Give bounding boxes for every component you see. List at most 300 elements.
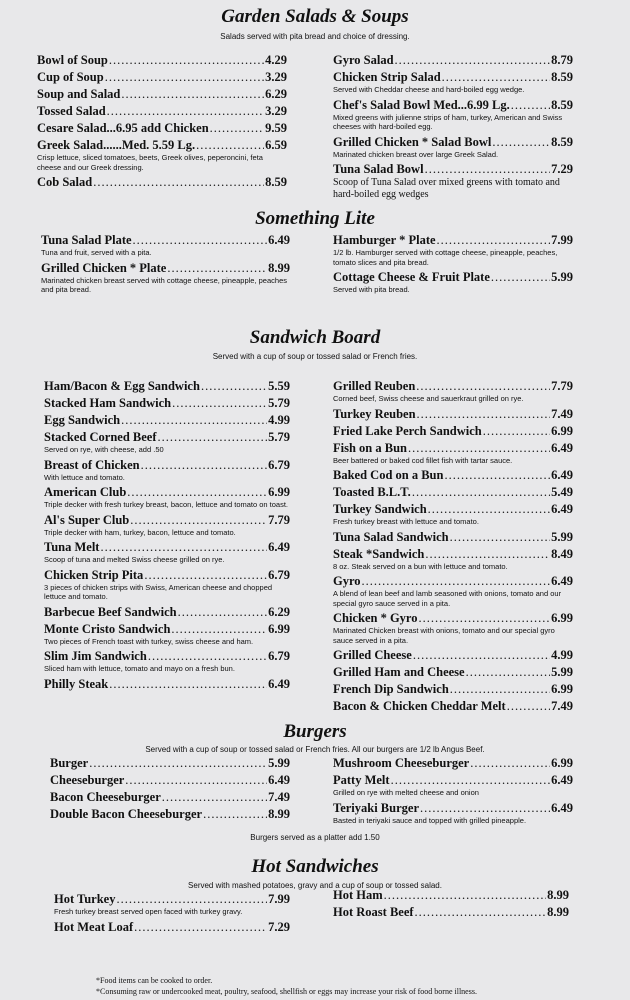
menu-item-description: Scoop of tuna and melted Swiss cheese grilled on rye.	[44, 555, 225, 564]
menu-item	[44, 512, 290, 538]
menu-item	[333, 161, 573, 201]
menu-item-description: Sliced ham with lettuce, tomato and mayo on a fresh bun.	[44, 664, 235, 673]
menu-item-price: 8.49	[551, 546, 573, 561]
menu-item-price: 6.49	[551, 574, 573, 588]
menu-item-row	[54, 919, 290, 936]
menu-item	[333, 647, 573, 664]
menu-item-description: A blend of lean beef and lamb seasoned with onions, tomato and our special gyro sauce served in a pita.	[333, 589, 562, 608]
menu-item-name: Bacon Cheeseburger	[50, 790, 161, 804]
menu-item-price: 6.29	[268, 604, 290, 619]
dot-leader	[419, 610, 551, 627]
dot-leader	[507, 698, 550, 715]
menu-item	[333, 484, 573, 501]
menu-item	[50, 789, 290, 806]
burgers-right-column	[333, 755, 573, 827]
menu-item-row	[333, 698, 573, 715]
dot-leader	[210, 120, 264, 137]
menu-item-row	[37, 52, 287, 69]
lite-right-column	[333, 232, 573, 297]
menu-item-price: 5.49	[551, 485, 573, 499]
dot-leader	[109, 52, 264, 69]
menu-item	[44, 676, 290, 693]
menu-item	[37, 86, 287, 103]
menu-item-row	[44, 539, 290, 556]
menu-item-name: Patty Melt	[333, 773, 390, 787]
dot-leader	[171, 621, 267, 638]
menu-item	[44, 621, 290, 647]
menu-item-price: 6.79	[268, 567, 290, 582]
menu-item-price: 4.99	[551, 648, 573, 662]
menu-item-price: 8.99	[547, 905, 569, 919]
dot-leader	[483, 423, 550, 440]
menu-item-name: Tuna Salad Plate	[41, 233, 132, 247]
menu-item-description: Two pieces of French toast with turkey, swiss cheese and ham.	[44, 636, 254, 646]
garden-right-column	[333, 52, 573, 203]
menu-item-row	[333, 546, 573, 563]
menu-item-row	[44, 567, 290, 584]
menu-item-name: Al's Super Club	[44, 512, 130, 527]
menu-item-description: Marinated chicken breast served with cottage cheese, pineapple, peaches and pita bread.	[41, 275, 287, 294]
menu-item-name: Toasted B.L.T.	[333, 485, 411, 499]
menu-item	[333, 69, 573, 95]
section-subtitle-burgers: Served with a cup of soup or tossed salad or French fries. All our burgers are 1/2 lb Angus Beef.	[145, 745, 485, 754]
menu-item-row	[44, 457, 290, 474]
hot-left-column	[54, 891, 290, 936]
menu-item	[44, 567, 290, 602]
menu-item	[333, 887, 569, 904]
menu-item-name: Chicken Strip Salad	[333, 70, 441, 84]
dot-leader	[425, 161, 551, 178]
menu-item-row	[333, 440, 573, 457]
dot-leader	[125, 772, 267, 789]
menu-item-description: Fresh turkey breast with lettuce and tomato.	[333, 517, 479, 526]
menu-item-price: 8.79	[551, 53, 573, 67]
menu-item-price: 8.59	[265, 175, 287, 189]
menu-item	[41, 260, 290, 295]
dot-leader	[130, 512, 267, 529]
menu-item-name: Baked Cod on a Bun	[333, 468, 444, 482]
dot-leader	[413, 647, 550, 664]
section-subtitle-hot: Served with mashed potatoes, gravy and a cup of soup or tossed salad.	[188, 881, 442, 890]
menu-item-row	[333, 269, 573, 286]
menu-item-price: 7.29	[268, 919, 290, 934]
menu-item-row	[333, 610, 573, 627]
menu-item-price: 6.49	[551, 440, 573, 455]
menu-item-row	[44, 512, 290, 529]
menu-item-description: 3 pieces of chicken strips with Swiss, American cheese and chopped lettuce and tomato.	[44, 582, 273, 601]
menu-item-price: 5.99	[551, 529, 573, 544]
menu-item-name: Hot Meat Loaf	[54, 919, 134, 934]
menu-item-price: 9.59	[265, 121, 287, 135]
menu-item-name: Monte Cristo Sandwich	[44, 621, 171, 636]
menu-item	[50, 806, 290, 823]
dot-leader	[144, 567, 267, 584]
menu-item-row	[50, 755, 290, 772]
menu-item-name: Gyro Salad	[333, 53, 394, 67]
menu-item-row	[37, 137, 287, 154]
menu-item-price: 8.99	[268, 807, 290, 821]
menu-item-name: Hot Turkey	[54, 892, 116, 906]
menu-item	[333, 529, 573, 546]
menu-item	[333, 378, 573, 404]
dot-leader	[109, 676, 267, 693]
dot-leader	[491, 269, 550, 286]
menu-item-row	[54, 891, 290, 908]
dot-leader	[412, 484, 550, 501]
menu-item	[333, 772, 573, 798]
dot-leader	[511, 97, 550, 114]
menu-item-name: Grilled Cheese	[333, 648, 412, 662]
menu-item-row	[41, 232, 290, 249]
menu-item-price: 6.99	[551, 756, 573, 770]
menu-item	[44, 604, 290, 621]
menu-item-price: 6.99	[551, 611, 573, 625]
menu-item-name: Fish on a Bun	[333, 440, 407, 455]
dot-leader	[158, 429, 268, 446]
section-title-sandwich: Sandwich Board	[249, 327, 381, 348]
menu-item-row	[333, 134, 573, 151]
menu-item-name: Barbecue Beef Sandwich	[44, 604, 177, 619]
menu-item-price: 4.99	[268, 413, 290, 427]
menu-item-price: 7.79	[268, 512, 290, 527]
menu-item	[333, 232, 573, 267]
menu-item-row	[37, 69, 287, 86]
menu-item-name: Grilled Reuben	[333, 379, 416, 393]
menu-item	[37, 52, 287, 69]
menu-item-price: 7.49	[551, 699, 573, 713]
menu-item	[333, 755, 573, 772]
menu-item-price: 6.49	[268, 233, 290, 247]
menu-item-name: Teriyaki Burger	[333, 800, 419, 815]
menu-item-name: Greek Salad......Med. 5.59 Lg.	[37, 138, 196, 152]
menu-item-price: 8.59	[551, 97, 573, 112]
menu-item-description: Beer battered or baked cod fillet fish with tartar sauce.	[333, 455, 513, 465]
menu-item-row	[44, 604, 290, 621]
menu-item-price: 8.59	[551, 134, 573, 149]
menu-item-price: 6.49	[551, 773, 573, 787]
dot-leader	[127, 484, 267, 501]
dot-leader	[466, 664, 551, 681]
menu-item-price: 6.29	[265, 87, 287, 101]
menu-item-row	[44, 648, 290, 665]
menu-item-row	[333, 97, 573, 114]
dot-leader	[395, 52, 551, 69]
menu-item	[333, 501, 573, 527]
menu-item-price: 4.29	[265, 53, 287, 67]
menu-item-row	[37, 86, 287, 103]
menu-item-description: Corned beef, Swiss cheese and sauerkraut grilled on rye.	[333, 394, 524, 403]
menu-item-row	[333, 484, 573, 501]
menu-item-row	[333, 423, 573, 440]
menu-item-price: 6.49	[268, 676, 290, 691]
menu-item-row	[333, 161, 573, 178]
menu-item-price: 8.99	[268, 260, 290, 275]
menu-item-description: 1/2 lb. Hamburger served with cottage cheese, pineapple, peaches, tomato slices and pita bread.	[333, 248, 558, 267]
dot-leader	[362, 573, 551, 590]
menu-item-row	[333, 887, 569, 904]
menu-item-row	[44, 378, 290, 395]
menu-item-row	[44, 621, 290, 638]
menu-item-row	[333, 904, 569, 921]
menu-item-row	[44, 395, 290, 412]
menu-item	[37, 69, 287, 86]
menu-item	[333, 904, 569, 921]
menu-item-name: Soup and Salad	[37, 87, 121, 101]
menu-item-name: Tuna Melt	[44, 540, 100, 554]
menu-item-name: Cesare Salad...6.95 add Chicken	[37, 121, 209, 135]
menu-item-price: 7.49	[268, 790, 290, 804]
menu-item-name: Turkey Reuben	[333, 406, 416, 421]
menu-item-description: Marinated Chicken breast with onions, tomato and our special gyro sauce served in a pita.	[333, 626, 555, 645]
menu-item	[333, 698, 573, 715]
menu-item-name: Chicken Strip Pita	[44, 567, 144, 582]
menu-item-name: Steak *Sandwich	[333, 546, 425, 561]
menu-item-name: Hot Roast Beef	[333, 905, 414, 919]
menu-item	[333, 423, 573, 440]
menu-item-description: Triple decker with fresh turkey breast, bacon, lettuce and tomato on toast.	[44, 500, 289, 509]
menu-item-price: 5.59	[268, 379, 290, 393]
menu-item	[41, 232, 290, 258]
dot-leader	[201, 378, 267, 395]
menu-item	[333, 610, 573, 645]
menu-item	[333, 681, 573, 698]
menu-item-description: Triple decker with ham, turkey, bacon, lettuce and tomato.	[44, 527, 236, 537]
menu-item-row	[44, 484, 290, 501]
menu-item-price: 6.49	[268, 773, 290, 787]
menu-item	[44, 429, 290, 455]
menu-item	[37, 103, 287, 120]
section-title-garden: Garden Salads & Soups	[221, 6, 409, 27]
menu-item-description: Served with pita bread.	[333, 285, 410, 294]
menu-item-name: Hot Ham	[333, 888, 383, 902]
menu-item-price: 6.79	[268, 649, 290, 663]
menu-item-description: Grilled on rye with melted cheese and onion	[333, 788, 479, 797]
menu-item	[54, 919, 290, 936]
dot-leader	[162, 789, 267, 806]
menu-item-name: Cottage Cheese & Fruit Plate	[333, 270, 490, 284]
section-title-lite: Something Lite	[255, 208, 375, 229]
menu-item-description: Scoop of Tuna Salad over mixed greens with tomato and hard-boiled egg wedges	[333, 177, 560, 200]
dot-leader	[107, 103, 264, 120]
menu-item	[333, 467, 573, 484]
menu-item-name: Stacked Corned Beef	[44, 430, 157, 444]
menu-item-name: Tuna Salad Sandwich	[333, 529, 449, 544]
menu-item-description: 8 oz. Steak served on a bun with lettuce and tomato.	[333, 561, 508, 571]
dot-leader	[425, 546, 550, 563]
menu-item-name: Cob Salad	[37, 175, 93, 189]
dot-leader	[105, 69, 264, 86]
menu-item-description: Served on rye, with cheese, add .50	[44, 445, 164, 454]
menu-item-row	[333, 681, 573, 698]
menu-item-price: 8.59	[551, 70, 573, 84]
dot-leader	[172, 395, 267, 412]
menu-item-price: 8.99	[547, 888, 569, 902]
menu-item-row	[333, 69, 573, 86]
menu-item-price: 6.59	[265, 138, 287, 152]
sandwich-left-column	[44, 378, 290, 693]
menu-item-name: American Club	[44, 485, 127, 499]
menu-item-row	[44, 429, 290, 446]
menu-item	[44, 457, 290, 483]
menu-item-price: 6.49	[551, 800, 573, 815]
menu-item-description: Tuna and fruit, served with a pita.	[41, 248, 152, 257]
dot-leader	[384, 887, 546, 904]
menu-item	[333, 52, 573, 69]
menu-item-name: Stacked Ham Sandwich	[44, 396, 172, 410]
menu-item-name: Cup of Soup	[37, 70, 104, 84]
menu-item-row	[44, 676, 290, 693]
menu-item-name: Mushroom Cheeseburger	[333, 756, 470, 770]
menu-item-name: Philly Steak	[44, 676, 109, 691]
menu-item-price: 7.99	[268, 892, 290, 906]
menu-item-price: 6.99	[268, 621, 290, 636]
dot-leader	[148, 648, 267, 665]
menu-item-price: 6.99	[551, 423, 573, 438]
menu-item	[44, 484, 290, 510]
sandwich-right-column	[333, 378, 573, 715]
menu-item	[333, 134, 573, 160]
menu-item-name: Ham/Bacon & Egg Sandwich	[44, 379, 200, 393]
menu-item-row	[333, 573, 573, 590]
menu-item-name: Slim Jim Sandwich	[44, 649, 147, 663]
dot-leader	[492, 134, 550, 151]
menu-item-name: Chicken * Gyro	[333, 611, 418, 625]
menu-item-description: Marinated chicken breast over large Greek Salad.	[333, 149, 499, 159]
menu-item-name: Hamburger * Plate	[333, 233, 436, 247]
menu-item-name: Grilled Chicken * Plate	[41, 260, 167, 275]
menu-item-price: 3.29	[265, 70, 287, 84]
dot-leader	[196, 137, 264, 154]
menu-item	[44, 412, 290, 429]
menu-item	[333, 800, 573, 826]
menu-item-name: Bacon & Chicken Cheddar Melt	[333, 699, 506, 713]
menu-item-row	[333, 664, 573, 681]
menu-item-price: 6.79	[268, 457, 290, 472]
menu-item-name: Breast of Chicken	[44, 457, 140, 472]
menu-item-row	[41, 260, 290, 277]
footer-cook-note: *Food items can be cooked to order.	[96, 976, 213, 985]
dot-leader	[437, 232, 551, 249]
dot-leader	[100, 539, 267, 556]
menu-item-name: Double Bacon Cheeseburger	[50, 807, 203, 821]
section-subtitle-garden: Salads served with pita bread and choice of dressing.	[220, 32, 410, 41]
dot-leader	[178, 604, 267, 621]
dot-leader	[134, 919, 267, 936]
dot-leader	[416, 378, 550, 395]
menu-item-description: Crisp lettuce, sliced tomatoes, beets, Greek olives, peperoncini, feta cheese and our Greek dressing.	[37, 153, 263, 172]
footer-raw-warning: *Consuming raw or undercooked meat, poultry, seafood, shellfish or eggs may increase your risk of food borne illness.	[96, 987, 477, 996]
dot-leader	[133, 232, 268, 249]
menu-item	[333, 269, 573, 295]
menu-item	[44, 378, 290, 395]
menu-item-price: 6.49	[551, 502, 573, 516]
menu-item-row	[333, 406, 573, 423]
menu-item-price: 6.49	[551, 468, 573, 482]
menu-item-price: 5.79	[268, 396, 290, 410]
dot-leader	[450, 681, 550, 698]
menu-item	[50, 772, 290, 789]
menu-item-row	[333, 800, 573, 817]
menu-item-price: 6.99	[268, 485, 290, 499]
menu-item	[37, 120, 287, 137]
section-title-hot: Hot Sandwiches	[251, 856, 379, 877]
dot-leader	[93, 174, 264, 191]
menu-item-name: Gyro	[333, 574, 361, 588]
menu-item-description: With lettuce and tomato.	[44, 472, 125, 482]
menu-item-name: Fried Lake Perch Sandwich	[333, 423, 482, 438]
menu-item	[54, 891, 290, 917]
dot-leader	[470, 755, 550, 772]
menu-item	[44, 539, 290, 565]
dot-leader	[428, 501, 550, 518]
menu-item-price: 7.29	[551, 162, 573, 176]
dot-leader	[442, 69, 550, 86]
menu-item	[333, 97, 573, 132]
menu-item-price: 3.29	[265, 104, 287, 118]
menu-item-name: French Dip Sandwich	[333, 682, 449, 696]
dot-leader	[391, 772, 551, 789]
dot-leader	[141, 457, 268, 474]
dot-leader	[167, 260, 267, 277]
menu-item	[333, 573, 573, 608]
menu-item-row	[50, 772, 290, 789]
menu-item-description: Served with Cheddar cheese and hard-boiled egg wedge.	[333, 85, 525, 94]
dot-leader	[420, 800, 550, 817]
menu-item-price: 6.99	[551, 682, 573, 696]
burgers-left-column	[50, 755, 290, 823]
menu-item-row	[333, 755, 573, 772]
menu-item-description: Basted in teriyaki sauce and topped with grilled pineapple.	[333, 815, 527, 825]
menu-item-name: Tuna Salad Bowl	[333, 162, 424, 176]
dot-leader	[408, 440, 550, 457]
garden-left-column	[37, 52, 287, 191]
menu-item-name: Tossed Salad	[37, 104, 106, 118]
menu-item-price: 5.99	[551, 270, 573, 284]
menu-item	[333, 440, 573, 466]
lite-left-column	[41, 232, 290, 297]
menu-item-row	[333, 467, 573, 484]
menu-item-name: Bowl of Soup	[37, 53, 108, 67]
menu-item-name: Grilled Ham and Cheese	[333, 665, 465, 679]
menu-item	[37, 174, 287, 191]
menu-item	[333, 546, 573, 572]
burgers-platter-note: Burgers served as a platter add 1.50	[250, 833, 380, 842]
menu-item-name: Egg Sandwich	[44, 413, 121, 427]
dot-leader	[417, 406, 551, 423]
menu-item-row	[44, 412, 290, 429]
menu-item-name: Cheeseburger	[50, 773, 125, 787]
section-subtitle-sandwich: Served with a cup of soup or tossed salad or French fries.	[212, 352, 418, 361]
menu-item-row	[333, 52, 573, 69]
menu-item-row	[37, 174, 287, 191]
menu-item-row	[37, 103, 287, 120]
menu-item-price: 5.79	[268, 430, 290, 444]
menu-item-row	[37, 120, 287, 137]
menu-item-row	[50, 789, 290, 806]
menu-item	[50, 755, 290, 772]
menu-item-price: 5.99	[551, 665, 573, 679]
dot-leader	[89, 755, 267, 772]
menu-item-row	[50, 806, 290, 823]
dot-leader	[121, 412, 267, 429]
menu-item-row	[333, 232, 573, 249]
menu-item-description: Mixed greens with julienne strips of ham, turkey, American and Swiss cheeses with hard-boiled egg.	[333, 112, 563, 131]
dot-leader	[450, 529, 551, 546]
menu-item-name: Chef's Salad Bowl Med...6.99 Lg.	[333, 97, 510, 112]
menu-item	[44, 648, 290, 674]
section-title-burgers: Burgers	[283, 721, 347, 742]
dot-leader	[116, 891, 267, 908]
